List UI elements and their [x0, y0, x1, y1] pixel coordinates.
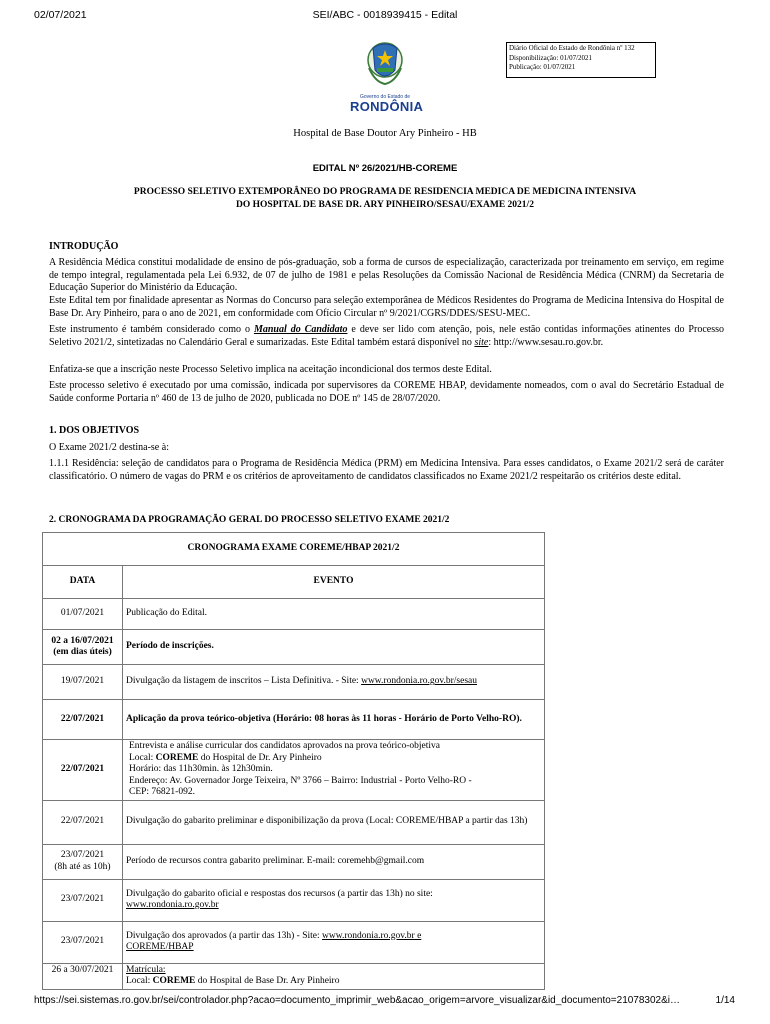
- logo-state-name: RONDÔNIA: [350, 99, 424, 114]
- table-header-row: [43, 566, 545, 599]
- objetivos-paragraph-1: O Exame 2021/2 destina-se à:: [49, 442, 169, 453]
- coreme-bold: COREME: [155, 752, 199, 763]
- date-line-1: 23/07/2021: [60, 850, 105, 860]
- event-line-1: Entrevista e análise curricular dos candidatos aprovados na prova teórico-objetiva: [129, 741, 441, 751]
- table-title-row: [43, 533, 545, 566]
- local-label: Local:: [126, 976, 153, 986]
- event-text: Divulgação do gabarito oficial e respostas dos recursos (a partir das 13h) no site:: [126, 888, 433, 899]
- matricula-label: Matrícula:: [126, 964, 166, 975]
- edital-title: EDITAL Nº 26/2021/HB-COREME: [312, 163, 458, 174]
- event-line-2: [129, 753, 541, 765]
- table-row: [43, 630, 545, 665]
- p3-text-b: e deve ser lido com atenção, pois, nele estão contidas informações atinentes do Processo Seletivo 2021/2, sintetizadas no Calendário Geral e sumarizadas. Este Edital também estará disponível no: [49, 324, 724, 348]
- row-date: 23/07/2021: [43, 879, 123, 921]
- row-date: 22/07/2021: [43, 740, 123, 801]
- intro-heading: INTRODUÇÃO: [49, 241, 119, 252]
- page-url: https://sei.sistemas.ro.gov.br/sei/controlador.php?acao=documento_imprimir_web&acao_origem=arvore_visualizar&id_documento=21078302&i…: [34, 995, 681, 1006]
- intro-paragraph-5: Este processo seletivo é executado por uma comissão, indicada por supervisores da COREME HBAP, devidamente nomeados, com o aval do Secretário Estadual de Saúde conforme Portaria nº 460 de 13 de julho de 2020, publicada no DOE nº 145 de 28/07/2020.: [49, 380, 724, 404]
- row-date: 23/07/2021: [43, 921, 123, 963]
- intro-paragraph-3: [49, 324, 724, 349]
- row-date: 22/07/2021: [43, 700, 123, 740]
- row-event: [123, 740, 545, 801]
- subtitle-line-1: PROCESSO SELETIVO EXTEMPORÂNEO DO PROGRAMA DE RESIDENCIA MEDICA DE MEDICINA INTENSIVA: [133, 187, 637, 197]
- event-line-4: Endereço: Av. Governador Jorge Teixeira, Nº 3766 – Bairro: Industrial - Porto Velho-RO -: [129, 775, 472, 786]
- site-word: site: [474, 336, 489, 348]
- coreme-bold: COREME: [152, 976, 196, 986]
- diario-line-1: Diário Oficial do Estado de Rondônia nº 132: [509, 44, 635, 52]
- coreme-hbap-link[interactable]: COREME/HBAP: [126, 942, 194, 952]
- p3-text-a: Este instrumento é também considerado como o: [49, 324, 254, 335]
- row-event: Aplicação da prova teórico-objetiva (Horário: 08 horas às 11 horas - Horário de Porto Velho-RO).: [123, 700, 545, 740]
- diario-oficial-box: [506, 42, 656, 78]
- event-line-5: CEP: 76821-092.: [129, 787, 195, 797]
- row-event: [123, 879, 545, 921]
- intro-paragraph-2: Este Edital tem por finalidade apresentar as Normas do Concurso para seleção extemporânea de Médicos Residentes do Programa de Medicina Intensiva do Hospital de Base Dr. Ary Pinheiro, para o ano de 2021, em conformidade com Ofício Circular nº 9/2021/CGRS/DDES/SESU-MEC.: [49, 295, 724, 319]
- date-line-1: 02 a 16/07/2021: [51, 635, 114, 646]
- row-event: [123, 963, 545, 989]
- local-label: Local:: [129, 752, 156, 763]
- col-date-header: DATA: [43, 566, 123, 599]
- page-number: 1/14: [715, 995, 735, 1006]
- row-date: [43, 844, 123, 879]
- date-line-2: (em dias úteis): [53, 647, 112, 657]
- col-event-header: EVENTO: [123, 566, 545, 599]
- event-line-3: Horário: das 11h30min. às 12h30min.: [129, 764, 273, 774]
- edital-subtitle: [40, 186, 730, 211]
- table-row: [43, 844, 545, 879]
- table-row: [43, 963, 545, 989]
- table-row: [43, 599, 545, 630]
- rondonia-logo: [350, 38, 424, 118]
- rondonia-link[interactable]: www.rondonia.ro.gov.br: [126, 900, 219, 910]
- rondonia-link[interactable]: www.rondonia.ro.gov.br e: [322, 930, 422, 941]
- row-date: [43, 630, 123, 665]
- coat-of-arms-icon: [365, 38, 405, 88]
- logo-small-text: Governo do Estado de: [359, 94, 411, 100]
- event-text: Divulgação dos aprovados (a partir das 13h) - Site:: [126, 930, 323, 941]
- row-event: [123, 921, 545, 963]
- row-date: 19/07/2021: [43, 665, 123, 700]
- objetivos-heading: 1. DOS OBJETIVOS: [49, 425, 140, 436]
- row-date: 01/07/2021: [43, 599, 123, 630]
- event-text: Divulgação da listagem de inscritos – Lista Definitiva. - Site:: [126, 676, 362, 687]
- table-title: CRONOGRAMA EXAME COREME/HBAP 2021/2: [43, 533, 545, 566]
- row-event: [123, 665, 545, 700]
- row-date: 22/07/2021: [43, 800, 123, 844]
- diario-line-3: Publicação: 01/07/2021: [509, 63, 576, 71]
- intro-paragraph-4: Enfatiza-se que a inscrição neste Processo Seletivo implica na aceitação incondicional dos termos deste Edital.: [49, 364, 492, 375]
- row-event: Divulgação do gabarito preliminar e disponibilização da prova (Local: COREME/HBAP a partir das 13h): [123, 800, 545, 844]
- date-line-2: (8h até as 10h): [54, 861, 111, 872]
- sesau-link[interactable]: www.rondonia.ro.gov.br/sesau: [361, 676, 477, 687]
- row-event: Período de inscrições.: [123, 630, 545, 665]
- manual-do-candidato: Manual do Candidato: [253, 324, 348, 335]
- cronograma-heading: 2. CRONOGRAMA DA PROGRAMAÇÃO GERAL DO PROCESSO SELETIVO EXAME 2021/2: [49, 515, 450, 525]
- table-row: [43, 665, 545, 700]
- subtitle-line-2: DO HOSPITAL DE BASE DR. ARY PINHEIRO/SESAU/EXAME 2021/2: [236, 199, 534, 210]
- table-row: [43, 879, 545, 921]
- row-date: 26 a 30/07/2021: [43, 963, 123, 989]
- table-row: [43, 700, 545, 740]
- local-text: do Hospital de Dr. Ary Pinheiro: [198, 752, 322, 763]
- table-row: [43, 740, 545, 801]
- print-title: SEI/ABC - 0018939415 - Edital: [312, 9, 458, 21]
- cronograma-table: [42, 532, 545, 990]
- p3-text-c: : http://www.sesau.ro.gov.br.: [488, 336, 604, 348]
- intro-paragraph-1: A Residência Médica constitui modalidade de ensino de pós-graduação, sob a forma de cursos de especialização, caracterizada por treinamento em serviço, em regime de tempo integral, regulamentada pela Lei 6.932, de 07 de julho de 1981 e pelas Resoluções da Comissão Nacional de Residência Médica (CNRM) da Secretaria de Educação Superior do Ministério da Educação.: [49, 257, 724, 293]
- hospital-name: Hospital de Base Doutor Ary Pinheiro - HB: [293, 128, 477, 139]
- table-row: [43, 921, 545, 963]
- objetivos-paragraph-2: 1.1.1 Residência: seleção de candidatos para o Programa de Residência Médica (PRM) em Medicina Intensiva. Para esses candidatos, o Exame 2021/2 será de caráter classificatório. O número de vagas do PRM e os critérios de aproveitamento de candidatos classificados no Exame 2021/2 respeitarão os critérios deste edital.: [49, 458, 724, 482]
- print-date: 02/07/2021: [34, 9, 87, 21]
- local-text: do Hospital de Base Dr. Ary Pinheiro: [195, 976, 340, 986]
- row-event: Publicação do Edital.: [123, 599, 545, 630]
- table-row: [43, 800, 545, 844]
- diario-line-2: Disponibilização: 01/07/2021: [509, 53, 593, 62]
- row-event: Período de recursos contra gabarito preliminar. E-mail: coremehb@gmail.com: [123, 844, 545, 879]
